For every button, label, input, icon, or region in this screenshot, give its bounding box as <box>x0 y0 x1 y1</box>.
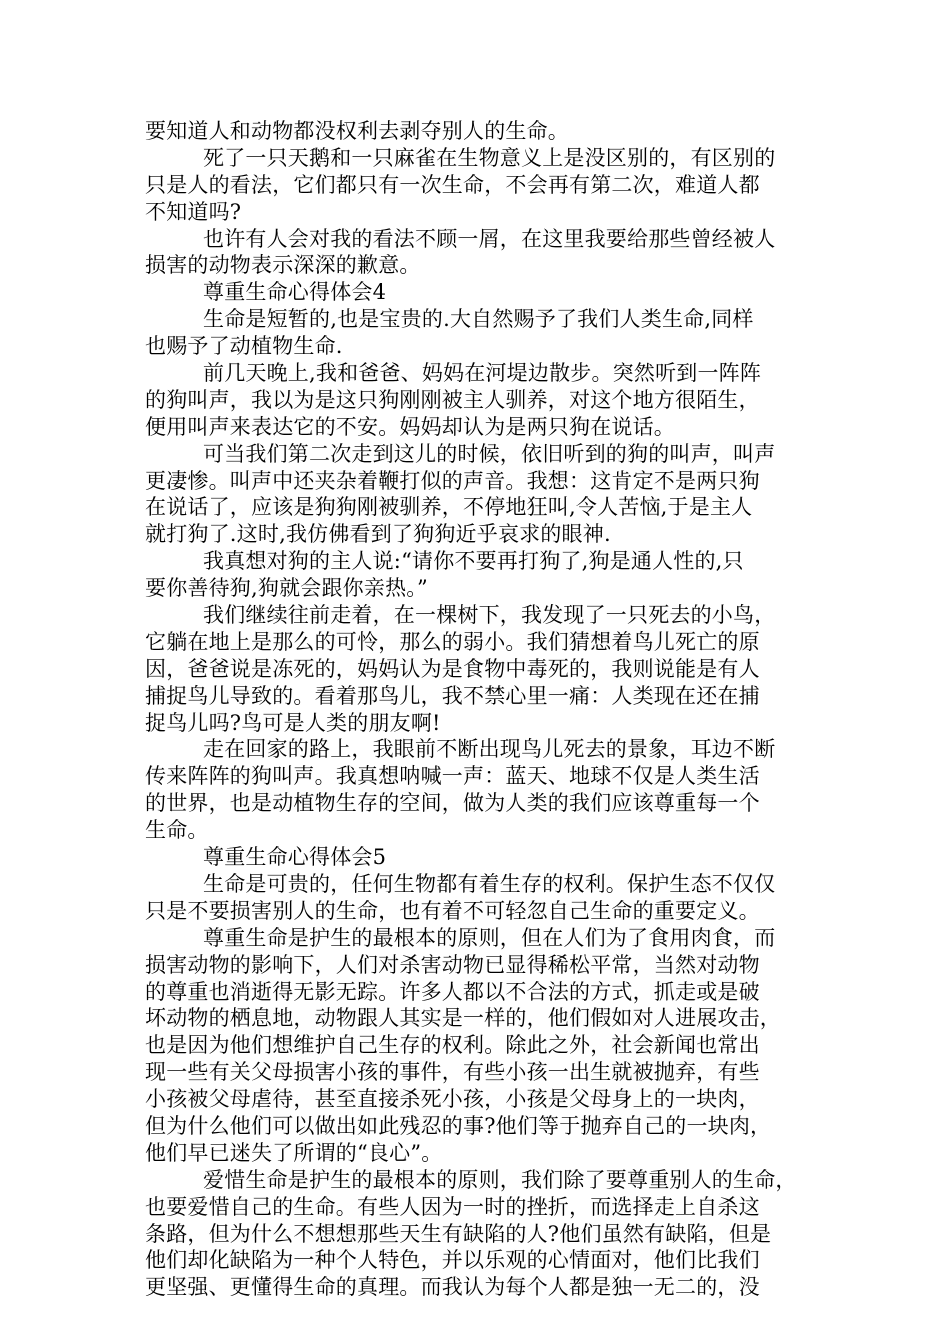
document-page <box>145 118 805 1301</box>
text-line: 死了一只天鹅和一只麻雀在生物意义上是没区别的，有区别的 <box>203 145 776 170</box>
text-line: 便用叫声来表达它的不安。妈妈却认为是两只狗在说话。 <box>145 414 675 439</box>
text-line: 损害动物的影响下，人们对杀害动物已显得稀松平常，当然对动物 <box>145 952 760 977</box>
text-line: 也许有人会对我的看法不顾一屑，在这里我要给那些曾经被人 <box>203 226 776 251</box>
text-line: 生命是可贵的，任何生物都有着生存的权利。保护生态不仅仅 <box>203 871 776 896</box>
text-line: 爱惜生命是护生的最根本的原则，我们除了要尊重别人的生命， <box>203 1167 797 1192</box>
text-line: 他们却化缺陷为一种个人特色，并以乐观的心情面对，他们比我们 <box>145 1248 760 1273</box>
text-line: 也赐予了动植物生命. <box>145 334 343 359</box>
text-line: 前几天晚上,我和爸爸、妈妈在河堤边散步。突然听到一阵阵 <box>203 361 762 386</box>
text-line: 我真想对狗的主人说:“请你不要再打狗了,狗是通人性的,只 <box>203 549 744 574</box>
text-line: 条路，但为什么不想想那些天生有缺陷的人?他们虽然有缺陷，但是 <box>145 1221 772 1246</box>
text-line: 在说话了，应该是狗狗刚被驯养，不停地狂叫,令人苦恼,于是主人 <box>145 495 753 520</box>
text-line: 的尊重也消逝得无影无踪。许多人都以不合法的方式，抓走或是破 <box>145 979 760 1004</box>
text-line: 我们继续往前走着，在一棵树下，我发现了一只死去的小鸟， <box>203 603 776 628</box>
text-line: 尊重生命是护生的最根本的原则，但在人们为了食用肉食，而 <box>203 925 776 950</box>
text-line: 因，爸爸说是冻死的，妈妈认为是食物中毒死的，我则说能是有人 <box>145 656 760 681</box>
text-line: 坏动物的栖息地，动物跟人其实是一样的，他们假如对人进展攻击， <box>145 1006 781 1031</box>
text-line: 要知道人和动物都没权利去剥夺别人的生命。 <box>145 119 569 143</box>
text-line: 的世界，也是动植物生存的空间，做为人类的我们应该尊重每一个 <box>145 791 760 816</box>
text-line: 损害的动物表示深深的歉意。 <box>145 253 421 278</box>
text-line: 捕捉鸟儿导致的。看着那鸟儿，我不禁心里一痛：人类现在还在捕 <box>145 683 760 708</box>
text-line: 可当我们第二次走到这儿的时候，依旧听到的狗的叫声，叫声 <box>203 441 776 466</box>
text-line: 传来阵阵的狗叫声。我真想呐喊一声：蓝天、地球不仅是人类生活 <box>145 764 760 789</box>
text-line: 不知道吗? <box>145 199 242 224</box>
text-line: 更坚强、更懂得生命的真理。而我认为每个人都是独一无二的，没 <box>145 1275 760 1300</box>
text-line: 生命是短暂的,也是宝贵的.大自然赐予了我们人类生命,同样 <box>203 307 754 332</box>
text-line: 小孩被父母虐待，甚至直接杀死小孩，小孩是父母身上的一块肉， <box>145 1087 760 1112</box>
text-line: 只是人的看法，它们都只有一次生命，不会再有第二次，难道人都 <box>145 172 760 197</box>
text-line: 但为什么他们可以做出如此残忍的事?他们等于抛弃自己的一块肉， <box>145 1113 772 1138</box>
text-line: 也要爱惜自己的生命。有些人因为一时的挫折，而选择走上自杀这 <box>145 1194 760 1219</box>
text-line: 也是因为他们想维护自己生存的权利。除此之外，社会新闻也常出 <box>145 1033 760 1058</box>
section-heading: 尊重生命心得体会5 <box>203 845 387 870</box>
text-line: 它躺在地上是那么的可怜，那么的弱小。我们猜想着鸟儿死亡的原 <box>145 629 760 654</box>
text-line: 的狗叫声，我以为是这只狗刚刚被主人驯养，对这个地方很陌生， <box>145 387 760 412</box>
text-line: 他们早已迷失了所谓的“良心”。 <box>145 1140 443 1165</box>
text-line: 捉鸟儿吗?鸟可是人类的朋友啊! <box>145 710 441 735</box>
text-line: 生命。 <box>145 818 209 843</box>
text-line: 更凄惨。叫声中还夹杂着鞭打似的声音。我想：这肯定不是两只狗 <box>145 468 760 493</box>
text-line: 要你善待狗,狗就会跟你亲热。” <box>145 576 428 601</box>
text-line: 现一些有关父母损害小孩的事件，有些小孩一出生就被抛弃，有些 <box>145 1060 760 1085</box>
section-heading: 尊重生命心得体会4 <box>203 280 387 305</box>
text-line: 就打狗了.这时,我仿佛看到了狗狗近乎哀求的眼神. <box>145 522 611 547</box>
text-line: 只是不要损害别人的生命，也有着不可轻忽自己生命的重要定义。 <box>145 898 760 923</box>
text-line: 走在回家的路上，我眼前不断出现鸟儿死去的景象，耳边不断 <box>203 737 776 762</box>
